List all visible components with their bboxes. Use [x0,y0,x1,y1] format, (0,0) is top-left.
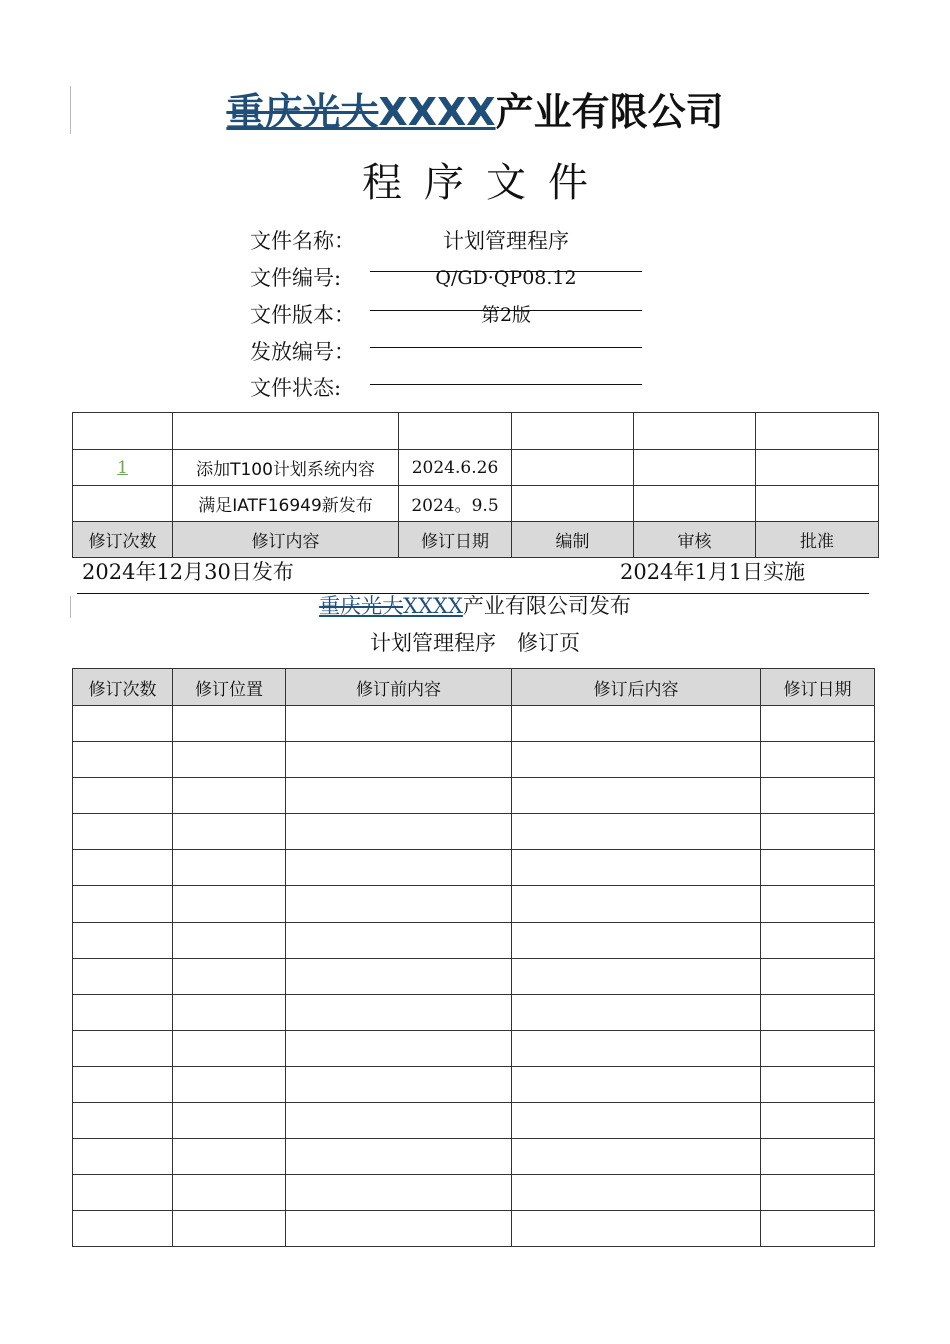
publisher-placeholder: XXXX [403,594,463,618]
table-cell [512,814,761,850]
table-cell [512,1030,761,1066]
table-cell [761,994,875,1030]
table-cell [73,413,173,450]
table-cell [512,886,761,922]
column-header: 审核 [634,522,756,558]
table-cell [399,413,512,450]
issue-date: 2024年12月30日发布 [82,560,294,584]
table-cell [73,994,173,1030]
table-cell [173,922,286,958]
table-cell [634,486,756,522]
publisher-rest: 产业有限公司发布 [462,594,631,618]
column-header: 修订日期 [399,522,512,558]
revision-page-title: 计划管理程序 修订页 [370,631,580,655]
table-cell [512,706,761,742]
table-cell [286,922,512,958]
table-row [73,922,875,958]
table-cell [761,706,875,742]
company-title [0,86,950,138]
column-header: 编制 [512,522,634,558]
table-cell [756,450,879,486]
revision-number-link[interactable]: 1 [117,457,128,478]
publisher-struck: 重庆光大 [319,594,404,618]
table-row [73,1139,875,1175]
table-cell [512,450,634,486]
info-label: 文件状态: [250,376,342,400]
table-row [73,1066,875,1102]
table-cell [761,1066,875,1102]
table-cell: 2024。9.5 [399,486,512,522]
company-name-placeholder: XXXX [378,90,496,134]
table-cell [173,778,286,814]
table-cell: 满足IATF16949新发布 [173,486,399,522]
table-cell [286,1139,512,1175]
table-cell [286,1066,512,1102]
column-header: 修订内容 [173,522,399,558]
table-row [73,1103,875,1139]
table-cell [73,1211,173,1247]
table-cell [173,742,286,778]
table-row [73,486,879,522]
table-row [73,1175,875,1211]
column-header: 修订次数 [73,522,173,558]
table-row [73,706,875,742]
table-cell [512,1103,761,1139]
table-cell [286,742,512,778]
info-label: 文件名称： [250,229,355,253]
table-cell [286,1103,512,1139]
approval-table [72,412,879,558]
table-header-row [73,669,875,706]
table-cell [761,1139,875,1175]
table-cell [173,1103,286,1139]
revision-table [72,668,875,1247]
table-cell [512,994,761,1030]
table-cell [286,778,512,814]
table-cell [286,814,512,850]
table-cell [286,850,512,886]
table-cell [761,850,875,886]
info-label: 文件编号: [250,266,342,290]
table-cell [512,1211,761,1247]
column-header: 修订后内容 [512,669,761,706]
company-name-rest: 产业有限公司 [495,90,724,134]
table-cell [512,413,634,450]
table-cell [73,850,173,886]
table-cell [756,413,879,450]
table-row [73,958,875,994]
table-cell [173,994,286,1030]
table-cell [761,814,875,850]
document-type-title: 程序文件 [362,160,610,206]
column-header: 批准 [756,522,879,558]
table-cell [512,778,761,814]
table-cell [756,486,879,522]
table-cell [173,1030,286,1066]
table-cell [173,1139,286,1175]
table-cell [512,742,761,778]
table-cell: 添加T100计划系统内容 [173,450,399,486]
table-cell [73,958,173,994]
info-value: 第2版 [480,304,532,326]
table-row [73,814,875,850]
table-cell [173,850,286,886]
info-underline [370,384,642,385]
table-cell [73,742,173,778]
table-cell [73,1066,173,1102]
table-row [73,778,875,814]
table-cell [73,778,173,814]
table-cell [73,1103,173,1139]
table-cell [634,413,756,450]
info-value: Q/GD·QP08.12 [435,267,577,289]
table-row [73,1030,875,1066]
table-cell [761,1103,875,1139]
table-cell [512,486,634,522]
table-cell [73,1175,173,1211]
table-cell [73,450,173,486]
info-underline [370,347,642,348]
table-cell [173,413,399,450]
table-cell [761,886,875,922]
info-label: 文件版本： [250,303,355,327]
table-cell [286,1211,512,1247]
table-cell [286,706,512,742]
table-cell [761,778,875,814]
table-cell [286,1175,512,1211]
table-row [73,742,875,778]
table-cell [173,706,286,742]
table-cell [761,922,875,958]
table-row [73,413,879,450]
table-cell [761,1211,875,1247]
table-cell [173,814,286,850]
table-row [73,450,879,486]
column-header: 修订日期 [761,669,875,706]
table-cell [286,958,512,994]
table-cell [73,706,173,742]
table-cell [286,994,512,1030]
publisher-line [0,591,950,621]
info-value: 计划管理程序 [443,229,569,253]
table-cell [173,1211,286,1247]
table-row [73,994,875,1030]
table-cell [173,886,286,922]
table-cell [634,450,756,486]
table-header-row [73,522,879,558]
table-cell [512,1175,761,1211]
table-cell [512,1139,761,1175]
table-cell [512,922,761,958]
table-row [73,886,875,922]
table-row [73,1211,875,1247]
table-cell [761,1030,875,1066]
table-cell [173,1066,286,1102]
column-header: 修订次数 [73,669,173,706]
table-cell: 2024.6.26 [399,450,512,486]
company-name-struck: 重庆光大 [226,90,379,134]
table-cell [73,814,173,850]
info-label: 发放编号： [250,340,355,364]
column-header: 修订前内容 [286,669,512,706]
table-cell [173,958,286,994]
table-cell [286,1030,512,1066]
table-cell [512,850,761,886]
effective-date: 2024年1月1日实施 [620,560,806,584]
table-cell [73,1030,173,1066]
table-cell [761,1175,875,1211]
column-header: 修订位置 [173,669,286,706]
table-cell [73,1139,173,1175]
table-cell [761,958,875,994]
table-cell [173,1175,286,1211]
table-cell [761,742,875,778]
table-cell [73,886,173,922]
table-cell [73,922,173,958]
table-cell [73,486,173,522]
table-cell [286,886,512,922]
table-cell [512,958,761,994]
table-cell [512,1066,761,1102]
table-row [73,850,875,886]
